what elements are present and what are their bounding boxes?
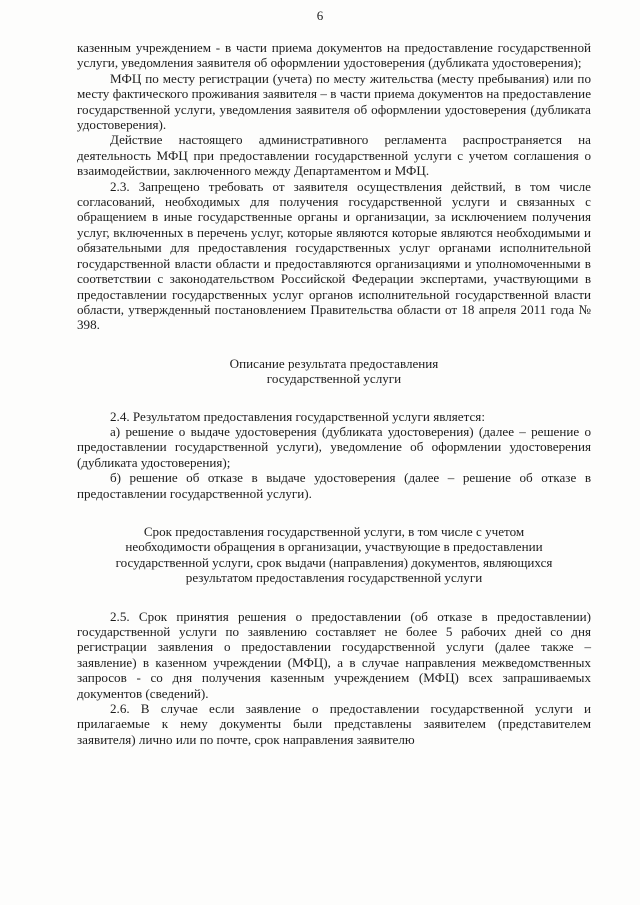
section-heading-term-line-4: результатом предоставления государственной услуги [185, 570, 483, 586]
paragraph-2-4: 2.4. Результатом предоставления государственной услуги является: [110, 408, 485, 424]
page-number: 6 [316, 8, 324, 23]
paragraph-2-6: 2.6. В случае если заявление о предоставлении государственной услуги и прилагаемые к нему документы были представлены заявителем (представителем заявителя) лично или по почте, срок направления заявителю [77, 701, 591, 747]
paragraph-regulation-scope: Действие настоящего административного регламента распространяется на деятельность МФЦ при предоставлении государственной услуги с учетом соглашения о взаимодействии, заключенного между Департаментом и МФЦ. [77, 132, 591, 179]
section-heading-result-line-1: Описание результата предоставления [229, 355, 439, 371]
paragraph-2-3: 2.3. Запрещено требовать от заявителя осуществления действий, в том числе согласований, необходимых для получения государственной услуги и связанных с обращением в иные государственные органы и организации, за исключением получения услуг, включенных в перечень услуг, которые являются которые являются необходимыми и обязательными для предоставления государственных услуг органами исполнительной государственной власти области и предоставляются организациями и уполномоченными в соответствии с законодательством Российской Федерации экспертами, участвующими в предоставлении государственных услуг органов исполнительной государственной власти области, утвержденный постановлением Правительства области от 18 апреля 2011 года № 398. [77, 178, 591, 333]
paragraph-2-4-a: а) решение о выдаче удостоверения (дубликата удостоверения) (далее – решение о предоставлении государственной услуги), уведомление об оформлении удостоверения (дубликата удостоверения); [77, 423, 591, 470]
paragraph-2-5: 2.5. Срок принятия решения о предоставлении (об отказе в предоставлении) государственной услуги по заявлению составляет не более 5 рабочих дней со дня регистрации заявления о предоставлении государственной услуги (далее также – заявление) в казенном учреждении (МФЦ), а в случае направления межведомственных запросов - со дня получения казенным учреждением (МФЦ) всех запрашиваемых документов (сведений). [77, 608, 591, 701]
section-heading-term-line-3: государственной услуги, срок выдачи (направления) документов, являющихся [115, 554, 553, 570]
document-body [77, 40, 591, 747]
paragraph-continuation: казенным учреждением - в части приема документов на предоставление государственной услуги, уведомления заявителя об оформлении удостоверения (дубликата удостоверения); [77, 40, 591, 71]
paragraph-mfc: МФЦ по месту регистрации (учета) по месту жительства (месту пребывания) или по месту фактического проживания заявителя – в части приема документов на предоставление государственной услуги, уведомления заявителя об оформлении удостоверения (дубликата удостоверения). [77, 70, 591, 133]
section-heading-term-line-2: необходимости обращения в организации, участвующие в предоставлении [125, 539, 543, 555]
paragraph-2-4-b: б) решение об отказе в выдаче удостоверения (далее – решение об отказе в предоставлении государственной услуги). [77, 470, 591, 501]
section-heading-result-line-2: государственной услуги [266, 371, 402, 387]
section-heading-term-line-1: Срок предоставления государственной услуги, в том числе с учетом [143, 523, 525, 539]
